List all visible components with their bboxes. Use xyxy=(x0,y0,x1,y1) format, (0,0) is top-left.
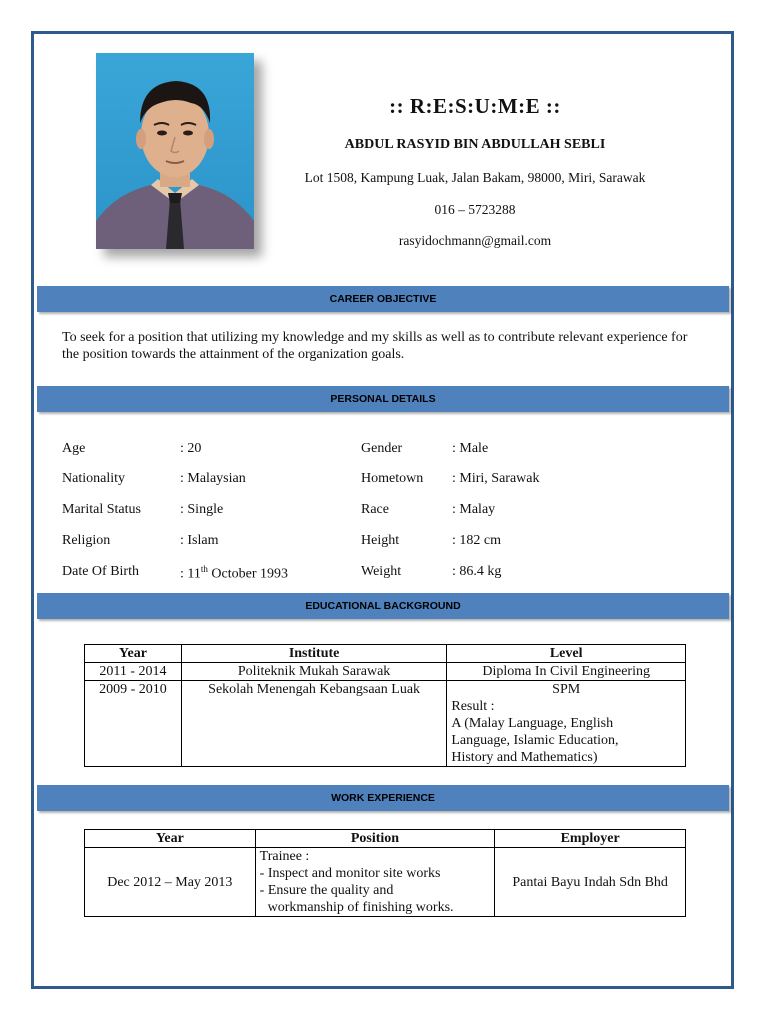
section-header-educational-background: EDUCATIONAL BACKGROUND xyxy=(37,593,729,619)
result-line: Language, Islamic Education, xyxy=(451,733,619,748)
value-weight: : 86.4 kg xyxy=(452,564,502,579)
value-hometown: : Miri, Sarawak xyxy=(452,471,540,486)
value-religion: : Islam xyxy=(180,533,219,548)
label-religion: Religion xyxy=(62,533,111,548)
label-age: Age xyxy=(62,441,86,456)
label-date-of-birth: Date Of Birth xyxy=(62,564,139,579)
position-duty: - Ensure the quality and xyxy=(259,883,394,898)
table-row xyxy=(85,681,686,767)
section-header-work-experience: WORK EXPERIENCE xyxy=(37,785,729,811)
label-height: Height xyxy=(361,533,400,548)
value-marital-status: : Single xyxy=(180,502,224,517)
column-header-year: Year xyxy=(85,645,182,663)
column-header-institute: Institute xyxy=(181,645,447,663)
value-race: : Malay xyxy=(452,502,496,517)
section-header-career-objective: CAREER OBJECTIVE xyxy=(37,286,729,312)
education-level: Diploma In Civil Engineering xyxy=(447,663,686,681)
resume-title: :: R:E:S:U:M:E :: xyxy=(389,94,561,118)
full-name: ABDUL RASYID BIN ABDULLAH SEBLI xyxy=(344,137,606,152)
level-value: SPM xyxy=(552,682,581,697)
email-address: rasyidochmann@gmail.com xyxy=(398,233,552,248)
education-year: 2009 - 2010 xyxy=(85,681,182,767)
education-year: 2011 - 2014 xyxy=(85,663,182,681)
career-objective-text: To seek for a position that utilizing my knowledge and my skills as well as to contribute relevant experience for the position towards the attainment of the organization goals. xyxy=(62,330,688,362)
column-header-position: Position xyxy=(255,830,495,848)
column-header-year: Year xyxy=(85,830,256,848)
column-header-level: Level xyxy=(447,645,686,663)
address: Lot 1508, Kampung Luak, Jalan Bakam, 98000, Miri, Sarawak xyxy=(304,170,646,185)
work-employer: Pantai Bayu Indah Sdn Bhd xyxy=(495,848,686,917)
result-line: A (Malay Language, English xyxy=(451,716,614,731)
work-experience-table xyxy=(84,829,686,917)
work-year: Dec 2012 – May 2013 xyxy=(85,848,256,917)
label-race: Race xyxy=(361,502,389,517)
label-weight: Weight xyxy=(361,564,402,579)
phone-number: 016 – 5723288 xyxy=(434,202,516,217)
section-header-personal-details: PERSONAL DETAILS xyxy=(37,386,729,412)
education-table xyxy=(84,644,686,767)
position-duty: workmanship of finishing works. xyxy=(267,900,454,915)
value-date-of-birth: : 11th October 1993 xyxy=(180,564,288,582)
label-gender: Gender xyxy=(361,441,403,456)
table-header-row xyxy=(85,830,686,848)
table-row xyxy=(85,663,686,681)
value-nationality: : Malaysian xyxy=(180,471,246,486)
label-hometown: Hometown xyxy=(361,471,424,486)
education-institute: Politeknik Mukah Sarawak xyxy=(181,663,447,681)
education-institute: Sekolah Menengah Kebangsaan Luak xyxy=(181,681,447,767)
value-gender: : Male xyxy=(452,441,489,456)
table-header-row xyxy=(85,645,686,663)
position-duty: - Inspect and monitor site works xyxy=(259,866,441,881)
result-label: Result : xyxy=(451,699,495,714)
label-marital-status: Marital Status xyxy=(62,502,141,517)
profile-photo xyxy=(96,53,254,249)
value-height: : 182 cm xyxy=(452,533,501,548)
education-level xyxy=(447,681,686,767)
work-position xyxy=(255,848,495,917)
label-nationality: Nationality xyxy=(62,471,125,486)
position-title: Trainee : xyxy=(259,849,310,864)
portrait-illustration xyxy=(96,53,254,249)
column-header-employer: Employer xyxy=(495,830,686,848)
table-row xyxy=(85,848,686,917)
value-age: : 20 xyxy=(180,441,202,456)
result-line: History and Mathematics) xyxy=(451,750,598,765)
